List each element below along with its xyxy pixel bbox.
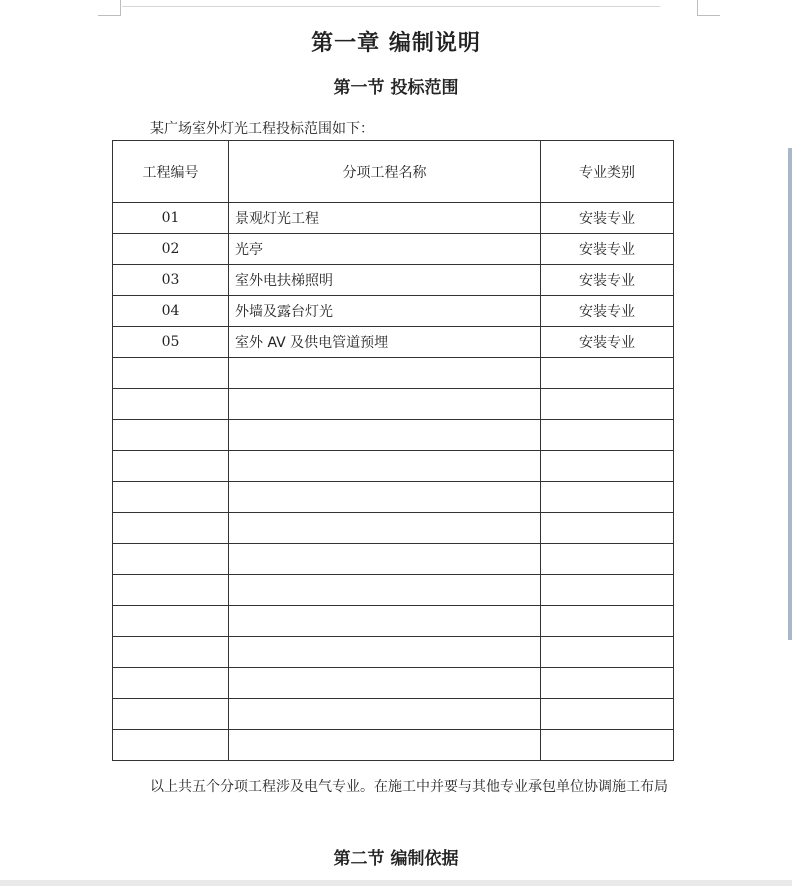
empty-cell bbox=[229, 730, 541, 761]
empty-cell bbox=[541, 389, 674, 420]
cell-name: 外墙及露台灯光 bbox=[229, 296, 541, 327]
table-header-row bbox=[113, 141, 674, 203]
empty-cell bbox=[229, 358, 541, 389]
table-row-empty bbox=[113, 389, 674, 420]
empty-cell bbox=[541, 544, 674, 575]
header-code: 工程编号 bbox=[113, 141, 229, 203]
cell-code: 03 bbox=[113, 265, 229, 296]
empty-cell bbox=[229, 389, 541, 420]
empty-cell bbox=[113, 513, 229, 544]
empty-cell bbox=[113, 637, 229, 668]
empty-cell bbox=[229, 575, 541, 606]
table-row-empty bbox=[113, 699, 674, 730]
cell-type: 安装专业 bbox=[541, 327, 674, 358]
empty-cell bbox=[229, 637, 541, 668]
table-row-empty bbox=[113, 513, 674, 544]
table-row bbox=[113, 203, 674, 234]
empty-cell bbox=[541, 482, 674, 513]
table-row-empty bbox=[113, 606, 674, 637]
empty-cell bbox=[113, 730, 229, 761]
cell-code: 05 bbox=[113, 327, 229, 358]
empty-cell bbox=[229, 420, 541, 451]
empty-cell bbox=[541, 451, 674, 482]
cell-name: 室外电扶梯照明 bbox=[229, 265, 541, 296]
scope-table bbox=[112, 140, 674, 761]
page-corner-top-left bbox=[98, 0, 121, 16]
empty-cell bbox=[541, 420, 674, 451]
empty-cell bbox=[541, 575, 674, 606]
empty-cell bbox=[541, 513, 674, 544]
empty-cell bbox=[113, 451, 229, 482]
table-row-empty bbox=[113, 730, 674, 761]
cell-type: 安装专业 bbox=[541, 203, 674, 234]
empty-cell bbox=[229, 451, 541, 482]
section-title-scope: 第一节 投标范围 bbox=[333, 78, 459, 98]
page-bottom-edge bbox=[0, 880, 792, 886]
cell-code: 01 bbox=[113, 203, 229, 234]
empty-cell bbox=[229, 544, 541, 575]
table-row-empty bbox=[113, 575, 674, 606]
empty-cell bbox=[541, 358, 674, 389]
empty-cell bbox=[113, 420, 229, 451]
empty-cell bbox=[229, 699, 541, 730]
empty-cell bbox=[113, 668, 229, 699]
cell-code: 04 bbox=[113, 296, 229, 327]
chapter-title: 第一章 编制说明 bbox=[311, 30, 481, 56]
empty-cell bbox=[229, 513, 541, 544]
table-row bbox=[113, 296, 674, 327]
table-row-empty bbox=[113, 482, 674, 513]
table-row bbox=[113, 265, 674, 296]
table-row bbox=[113, 327, 674, 358]
table-row-empty bbox=[113, 358, 674, 389]
empty-cell bbox=[113, 575, 229, 606]
table-row-empty bbox=[113, 451, 674, 482]
summary-paragraph: 以上共五个分项工程涉及电气专业。在施工中并要与其他专业承包单位协调施工布局 bbox=[150, 779, 668, 795]
table-row-empty bbox=[113, 420, 674, 451]
empty-cell bbox=[113, 482, 229, 513]
table-row-empty bbox=[113, 637, 674, 668]
empty-cell bbox=[541, 637, 674, 668]
cell-type: 安装专业 bbox=[541, 265, 674, 296]
empty-cell bbox=[541, 606, 674, 637]
cell-name: 室外 AV 及供电管道预埋 bbox=[229, 327, 541, 358]
header-name: 分项工程名称 bbox=[229, 141, 541, 203]
table-row bbox=[113, 234, 674, 265]
empty-cell bbox=[541, 699, 674, 730]
empty-cell bbox=[229, 606, 541, 637]
empty-cell bbox=[113, 699, 229, 730]
empty-cell bbox=[113, 358, 229, 389]
cell-name: 景观灯光工程 bbox=[229, 203, 541, 234]
table-row-empty bbox=[113, 544, 674, 575]
cell-name: 光亭 bbox=[229, 234, 541, 265]
cell-type: 安装专业 bbox=[541, 234, 674, 265]
empty-cell bbox=[113, 544, 229, 575]
empty-cell bbox=[113, 389, 229, 420]
scrollbar[interactable] bbox=[788, 148, 792, 640]
header-type: 专业类别 bbox=[541, 141, 674, 203]
empty-cell bbox=[113, 606, 229, 637]
table-row-empty bbox=[113, 668, 674, 699]
intro-paragraph: 某广场室外灯光工程投标范围如下： bbox=[150, 121, 374, 137]
cell-code: 02 bbox=[113, 234, 229, 265]
empty-cell bbox=[541, 668, 674, 699]
page-corner-top-right bbox=[697, 0, 720, 16]
empty-cell bbox=[229, 668, 541, 699]
empty-cell bbox=[541, 730, 674, 761]
empty-cell bbox=[229, 482, 541, 513]
section-title-basis: 第二节 编制依据 bbox=[333, 849, 459, 869]
cell-type: 安装专业 bbox=[541, 296, 674, 327]
page-top-rule bbox=[122, 6, 660, 7]
